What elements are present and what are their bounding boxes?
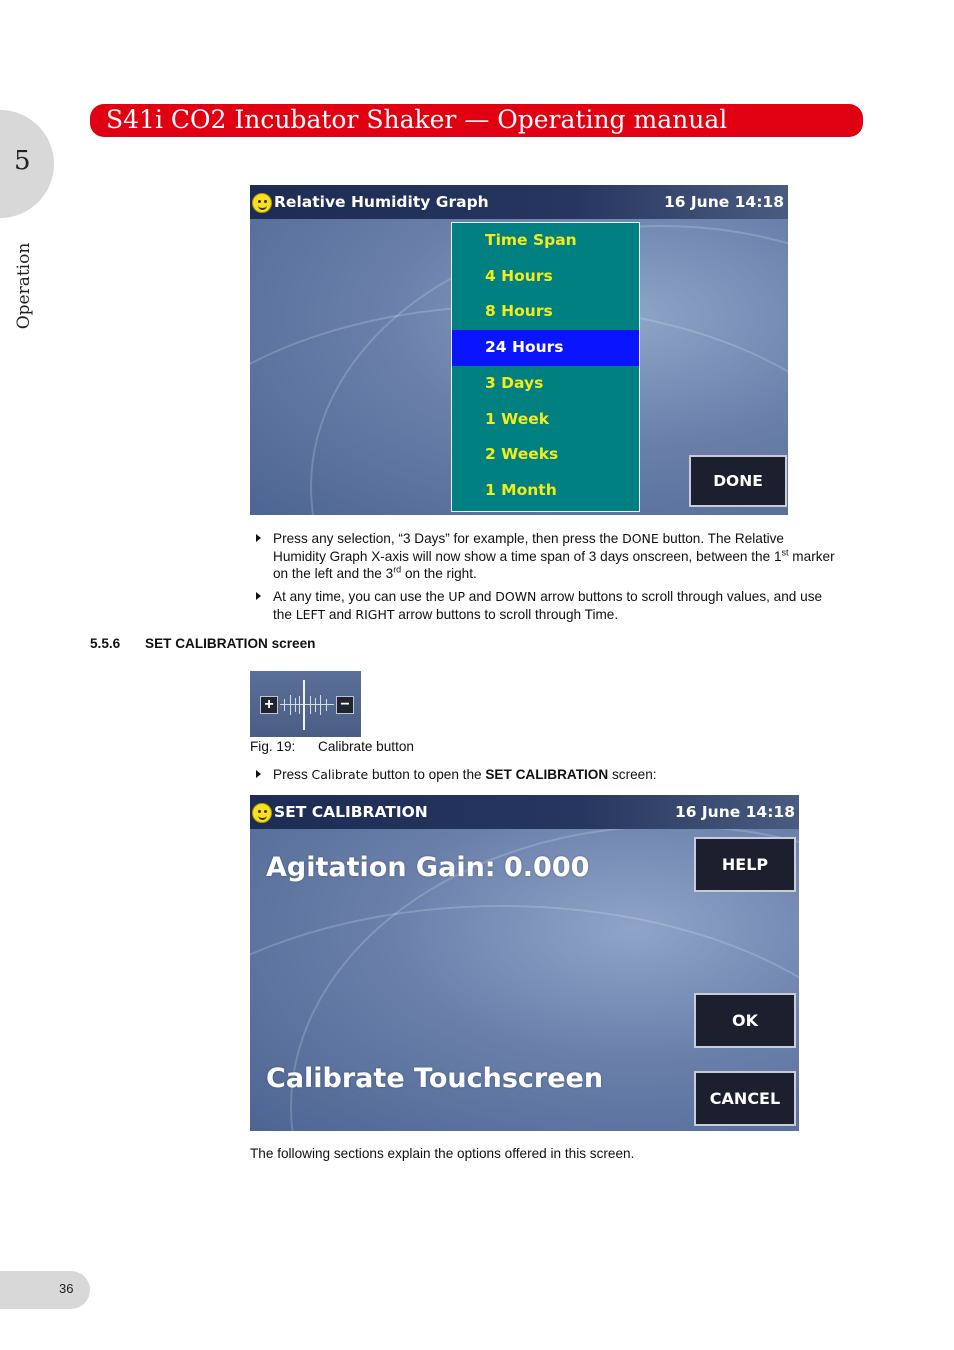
ui-key-calibrate: Calibrate bbox=[311, 767, 369, 782]
bullet-line bbox=[273, 530, 784, 548]
bullet-line bbox=[273, 766, 657, 784]
agitation-gain-label[interactable]: Agitation Gain: bbox=[266, 852, 496, 883]
option-2-weeks[interactable]: 2 Weeks bbox=[485, 445, 559, 464]
text-span: button to open the bbox=[368, 767, 486, 782]
screen-datetime: 16 June 14:18 bbox=[663, 193, 784, 211]
side-section-label: Operation bbox=[14, 242, 34, 330]
done-button[interactable]: DONE bbox=[689, 455, 787, 507]
text-span: the bbox=[273, 606, 296, 622]
screen-title: SET CALIBRATION bbox=[274, 803, 428, 821]
section-title: SET CALIBRATION screen bbox=[145, 636, 316, 651]
calibrate-touchscreen-label[interactable]: Calibrate Touchscreen bbox=[266, 1063, 604, 1094]
ok-button[interactable]: OK bbox=[694, 993, 796, 1048]
figure-caption-text: Calibrate button bbox=[318, 739, 414, 754]
scale-marker bbox=[303, 680, 305, 730]
smiley-icon bbox=[252, 193, 272, 213]
header-bar bbox=[90, 104, 863, 137]
minus-icon: − bbox=[336, 696, 354, 714]
superscript: rd bbox=[393, 564, 402, 575]
time-span-dropdown bbox=[451, 222, 640, 512]
help-button[interactable]: HELP bbox=[694, 837, 796, 892]
page-number: 36 bbox=[59, 1281, 74, 1296]
bold-screen-name: SET CALIBRATION bbox=[485, 767, 609, 782]
page-number-tab bbox=[0, 1271, 90, 1309]
bullet-line bbox=[273, 565, 477, 583]
option-3-days[interactable]: 3 Days bbox=[485, 373, 544, 392]
text-span: screen: bbox=[608, 767, 657, 782]
humidity-graph-screenshot bbox=[250, 185, 788, 515]
option-1-week[interactable]: 1 Week bbox=[485, 409, 550, 428]
superscript: st bbox=[781, 546, 789, 557]
scale-tick bbox=[295, 698, 296, 712]
text-span: Press bbox=[273, 767, 312, 782]
cancel-button[interactable]: CANCEL bbox=[694, 1071, 796, 1126]
ui-key-right: RIGHT bbox=[355, 606, 395, 622]
section-number: 5.5.6 bbox=[90, 636, 121, 651]
bullet-line bbox=[273, 548, 835, 566]
scale-tick bbox=[315, 698, 316, 712]
scale-tick bbox=[320, 695, 321, 715]
ui-key-left: LEFT bbox=[295, 606, 326, 622]
bullet-arrow-icon bbox=[256, 770, 261, 778]
scale-tick bbox=[290, 695, 291, 715]
option-1-month[interactable]: 1 Month bbox=[485, 480, 557, 499]
text-span: arrow buttons to scroll through values, and use bbox=[536, 589, 823, 604]
option-24-hours[interactable]: 24 Hours bbox=[452, 330, 639, 366]
scale-tick bbox=[284, 699, 285, 711]
text-span: At any time, you can use the bbox=[273, 589, 449, 604]
bullet-line bbox=[273, 606, 618, 624]
option-4-hours[interactable]: 4 Hours bbox=[485, 266, 553, 285]
plus-icon: + bbox=[260, 696, 278, 714]
bullet-arrow-icon bbox=[256, 592, 261, 600]
scale-tick bbox=[299, 696, 300, 714]
section-heading bbox=[90, 636, 315, 651]
smiley-icon bbox=[252, 803, 272, 823]
figure-label: Fig. 19: bbox=[250, 739, 296, 754]
bullet-line bbox=[273, 588, 822, 606]
screen-title-bar bbox=[250, 185, 788, 219]
calibrate-button-image bbox=[250, 671, 361, 737]
text-span: Humidity Graph X-axis will now show a time span of 3 days onscreen, between the 1 bbox=[273, 548, 782, 564]
screen-datetime: 16 June 14:18 bbox=[674, 803, 795, 821]
screen-title-bar bbox=[250, 795, 799, 829]
text-span: button. The Relative bbox=[658, 531, 784, 546]
scale-tick bbox=[326, 699, 327, 711]
text-span: arrow buttons to scroll through Time. bbox=[394, 606, 619, 622]
scale-tick bbox=[310, 696, 311, 714]
screen-title: Relative Humidity Graph bbox=[274, 193, 489, 211]
text-span: marker bbox=[788, 548, 835, 564]
bullet-arrow-icon bbox=[256, 534, 261, 542]
agitation-gain-value[interactable]: 0.000 bbox=[504, 852, 590, 883]
text-span: and bbox=[325, 606, 356, 622]
figure-caption bbox=[250, 739, 414, 754]
page-title: S41i CO2 Incubator Shaker — Operating manual bbox=[106, 105, 728, 134]
ui-key-done: DONE bbox=[622, 531, 659, 546]
ui-key-up: UP bbox=[448, 589, 465, 604]
text-span: and bbox=[465, 589, 496, 604]
text-span: Press any selection, “3 Days” for example, then press the bbox=[273, 531, 623, 546]
text-span: on the right. bbox=[401, 566, 477, 581]
closing-paragraph: The following sections explain the options offered in this screen. bbox=[250, 1146, 635, 1161]
text-span: on the left and the 3 bbox=[273, 566, 394, 581]
chapter-number: 5 bbox=[14, 146, 31, 176]
set-calibration-screenshot bbox=[250, 795, 799, 1131]
ui-key-down: DOWN bbox=[495, 589, 537, 604]
dropdown-header: Time Span bbox=[485, 231, 577, 249]
option-8-hours[interactable]: 8 Hours bbox=[485, 302, 553, 321]
